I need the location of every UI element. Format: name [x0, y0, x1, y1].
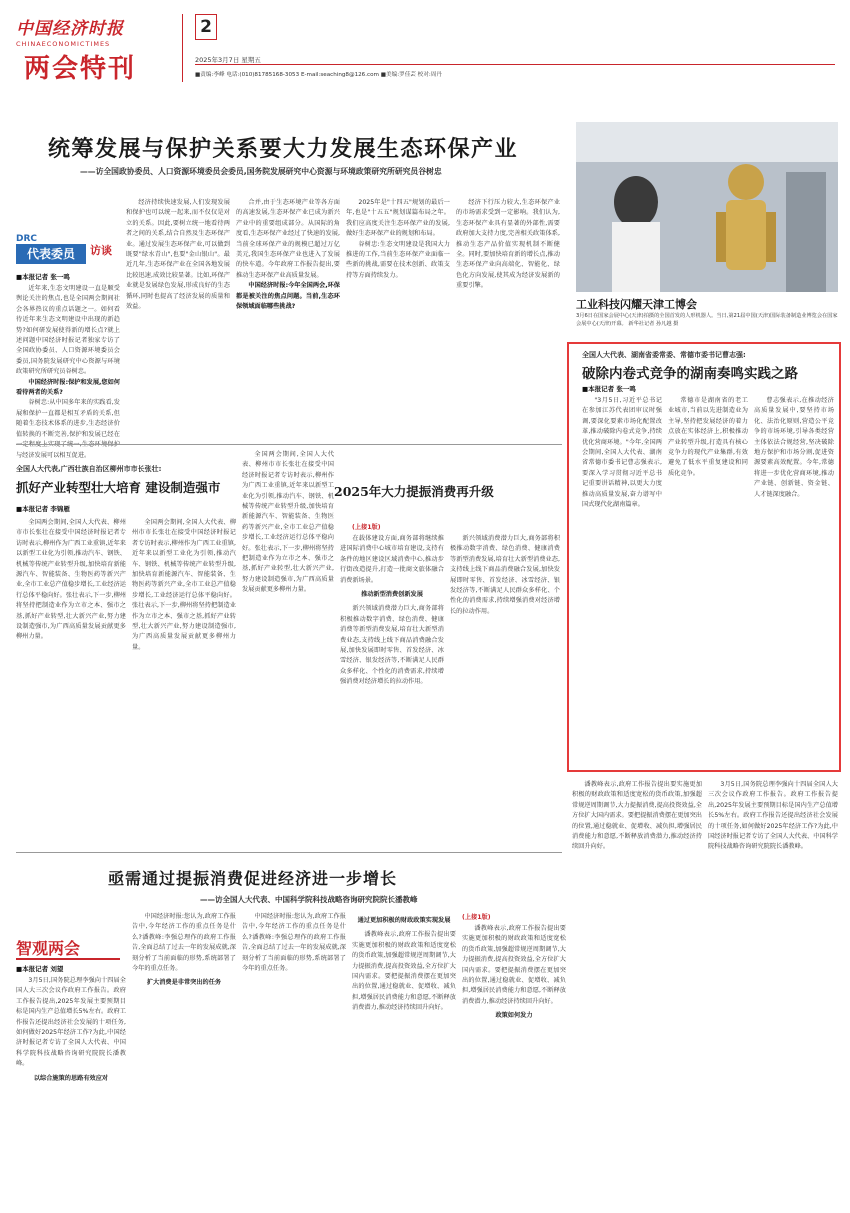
story5-text-7: 3月5日,国务院总理李强向十四届全国人大三次会议作政府工作报告。政府工作报告提出,2025年发展主要预期目标是国内生产总值增长5%左右。政府工作报告还提出经济社会发展的十项任务,如何做好2025年经济工作?为此,中国经济时报记者专访了全国人大代表、中国科学院科技战略咨询研究院院长潘教峰。: [708, 781, 838, 851]
story1-column-1: [16, 284, 120, 459]
story1-answer-1: 谷树忠:从中国多年来的实践看,发展和保护一直都是相互矛盾的关系,但随着生态技术体系的进步,生态经济价值转换的不断完善,保护和发展已经在 与经济发展可以相互促进。: [16, 399, 120, 459]
photo-title: 工业科技闪耀天津工博会: [576, 298, 697, 311]
story2-text-b: 常德市是湖南省的老工业城市,当前以先进制造业为主导,坚持把发展经济的着力点放在实体经济上,积极推动产业转型升级,打造具有核心竞争力的现代产业集群,有效避免了低水平重复建设和同质化竞争。: [668, 397, 748, 477]
story1-col2-text: 经济持续快速发展,人们发现发展和保护也可以统一起来,而不仅仅是对立的关系。因此,要树立统一地看待两者之间的关系,结合自然及生态环保产业。通过发展生态环保产业,可以做到既要"绿水青山",也要"金山银山"。最近几年,生态环保产业在全国各地发展比较迅速,成效比较显著。比如,环保产业就是发展绿色发展,形成良好的生态循环,同时也提高了经济发展的质量和效益。: [126, 199, 230, 311]
story5-text-5: 潘教峰表示,政府工作报告提出要实施更加积极的财政政策和适度宽松的货币政策,加强超常规逆周期调节,大力提振消费,提高投资效益,全方位扩大国内需求。要把提振消费摆在更加突出的位置,通过稳就业、促增收、减负担,增强居民消费能力和意愿,不断释放消费潜力,推动经济持续回升向好。: [462, 925, 566, 1005]
badge-org: DRC: [16, 234, 38, 244]
story5-subhead-1: 以综合施策的思路有效应对: [33, 1074, 109, 1082]
story1-col3-text: 合并,由于生态环境产业等各方面的高速发展,生态环保产业已成为新兴产业中的重要组成部分。从国际的角度看,生态环保产业经过了快速的发展,当前全球环保产业的规模已超过万亿美元,我国生态环保产业也进入了发展的快车道。今年政府工作报告提出,要推动生态环保产业高质量发展。: [236, 199, 340, 279]
story4-part-label: (上接1版): [352, 524, 381, 531]
story5-subhead-4: 政策如何发力: [495, 1012, 533, 1020]
story1-answer-2: 谷树忠:生态文明建设是我国大力推进的工作,当前生态环保产业面临一些新的挑战,需要在技术创新、政策支持等方面持续发力。: [346, 240, 450, 279]
logo-english: CHINAECONOMICTIMES: [16, 40, 111, 48]
story5-column-7: [708, 780, 838, 1208]
story2-column-1: [582, 396, 662, 766]
story1-column-3: [236, 198, 340, 434]
story3-headline: 抓好产业转型壮大培育 建设制造强市: [16, 480, 221, 495]
story5-column-3: [242, 912, 346, 1208]
editors-line: ■责编:李峰 电话:(010)81785168-3053 E-mail:seaching8@126.com ■美编:罗佳芸 校对:周丹: [195, 72, 442, 78]
story1-column-5: [456, 198, 560, 434]
story5-text-2: 中国经济时报:您认为,政府工作报告中,今年经济工作的重点任务是什么?潘教峰:李强总理作的政府工作报告,全面总结了过去一年的发展成就,深刻分析了当前面临的形势,系统部署了今年的重点任务。: [132, 913, 236, 973]
story5-column-2: [132, 912, 236, 1208]
story3-byline: ■本报记者 李锦雁: [16, 505, 70, 513]
story5-text-3: 中国经济时报:您认为,政府工作报告中,今年经济工作的重点任务是什么?潘教峰:李强总理作的政府工作报告,全面总结了过去一年的发展成就,深刻分析了当前面临的形势,系统部署了今年的重点任务。: [242, 913, 346, 973]
story2-column-2: [668, 396, 748, 766]
story1-question-2: 中国经济时报:今年全国两会,环保都是被关注的焦点问题。当前,生态环保领域面临哪些挑战?: [236, 282, 340, 311]
story5-column-4: [352, 912, 456, 1208]
issue-meta: 2025年3月7日 星期五: [195, 56, 261, 64]
story1-col4-text: 2025年是"十四五"规划的最后一年,也是"十五五"规划谋篇布局之年。我们应高度关注生态环保产业的发展,做好生态环保产业的规划和布局。: [346, 199, 450, 238]
story4-headline: 2025年大力提振消费再升级: [334, 484, 494, 499]
story3-text-cont-2: 全国两会期间,全国人大代表、柳州市市长张壮在接受中国经济时报记者专访时表示,柳州作为广西工业重镇,近年来以新型工业化为引领,推动汽车、钢铁、机械等传统产业转型升级,加快培育新能源汽车、智能装备、生物医药等新兴产业,全市工业总产值稳步增长,工业经济运行总体平稳向好。张壮表示,下一步,柳州将坚持把制造业作为立市之本、强市之基,抓好产业转型,壮大新兴产业,努力建设制造强市,为广西高质量发展贡献更多柳州力量。: [242, 451, 334, 594]
story3-column-2: [132, 518, 236, 848]
story2-text-c: 曹志强表示,在推动经济高质量发展中,要坚持市场化、法治化原则,营造公平竞争的市场环境,引导各类经营主体依法合规经营,坚决破除地方保护和市场分割,促进资源要素高效配置。今年,常德将进一步优化营商环境,推动产业链、创新链、资金链、人才链深度融合。: [754, 397, 834, 498]
story3-text: 全国两会期间,全国人大代表、柳州市市长张壮在接受中国经济时报记者专访时表示,柳州作为广西工业重镇,近年来以新型工业化为引领,推动汽车、钢铁、机械等传统产业转型升级,加快培育新能源汽车、智能装备、生物医药等新兴产业,全市工业总产值稳步增长,工业经济运行总体平稳向好。张壮表示,下一步,柳州将坚持把制造业作为立市之本、强市之基,抓好产业转型,壮大新兴产业,努力建设制造强市,为广西高质量发展贡献更多柳州力量。: [16, 519, 126, 641]
masthead: [0, 0, 850, 92]
story2-column-3: [754, 396, 834, 766]
story5-intro: 3月5日,国务院总理李强向十四届全国人大三次会议作政府工作报告。政府工作报告提出,2025年发展主要预期目标是国内生产总值增长5%左右。政府工作报告还提出经济社会发展的十项任务,如何做好2025年经济工作?为此,中国经济时报记者专访了全国人大代表、中国科学院科技战略咨询研究院院长潘教峰。: [16, 977, 126, 1068]
story5-subhead-2: 扩大消费是非常突出的任务: [146, 979, 222, 987]
story5-headline: 亟需通过提振消费促进经济进一步增长: [108, 869, 398, 888]
story4-subhead: 推动新型消费创新发展: [361, 591, 423, 599]
story5-part-label: (上接1版): [462, 914, 491, 921]
story5-badge: 智观两会: [16, 936, 120, 960]
badge-title: 代表委员: [16, 244, 86, 264]
story2-text-a: "3月5日,习近平总书记在参加江苏代表团审议时强调,要深化要素市场化配置改革,推动破除内卷式竞争,持续优化营商环境。"今年,全国两会期间,全国人大代表、湖南省常德市委书记曹志强表示,要深入学习贯彻习近平总书记重要讲话精神,以更大力度推动高质量发展,奋力谱写中国式现代化湖南篇章。: [582, 397, 662, 509]
story1-column-2: [126, 198, 230, 434]
mid-divider: [16, 444, 562, 445]
badge-side: 访谈: [90, 244, 112, 257]
story4-text-3: 新兴领域消费潜力巨大,商务部将积极推动数字消费、绿色消费、健康消费等新型消费发展,培育壮大新型消费业态,支持线上线下商品消费融合发展,加快发展即时零售、首发经济、冰雪经济、银发经济等,不断满足人民群众多样化、个性化的消费需求,持续增强消费对经济增长的拉动作用。: [450, 535, 560, 615]
story2-byline: ■本报记者 张一鸣: [582, 385, 636, 393]
story5-subhead-3: 通过更加积极的财政政策实现发展: [357, 917, 451, 924]
story3-kicker: 全国人大代表,广西壮族自治区柳州市市长张壮:: [16, 465, 162, 473]
section-title: 两会特刊: [24, 54, 137, 84]
lower-divider: [16, 852, 562, 853]
story4-text-2: 新兴领域消费潜力巨大,商务部将积极推动数字消费、绿色消费、健康消费等新型消费发展,培育壮大新型消费业态,支持线上线下商品消费融合发展,加快发展即时零售、首发经济、冰雪经济、银发经济等,不断满足人民群众多样化、个性化的消费需求,持续增强消费对经济增长的拉动作用。: [340, 605, 444, 686]
news-photo: [576, 122, 838, 292]
story4-column-1: [340, 534, 444, 846]
story4-text: 在载体建设方面,商务部将继续推进国际消费中心城市培育建设,支持有条件的地区建设区域消费中心,推动步行街改造提升,打造一批商文旅体融合消费新场景。: [340, 535, 444, 584]
story1-col5-text: 经济下行压力较大,生态环保产业的市场需求受到一定影响。我们认为,生态环保产业具有显著的外部性,需要政府加大支持力度,完善相关政策体系,推动生态产品价值实现机制不断健全。同时,要加快培育新的增长点,推动生态环保产业向高端化、智能化、绿色化方向发展,使其成为经济发展新的重要引擎。: [456, 199, 560, 290]
photo-caption: 3月6日在国家会展中心(天津)拍摄的全国首发的人形机器人。当日,第21届中国(天津)国际装备制造业博览会在国家会展中心(天津)开幕。 新华社记者 孙凡越 摄: [576, 313, 838, 327]
story3-column-3: [242, 450, 334, 848]
logo-chinese: 中国经济时报: [16, 19, 124, 39]
story5-subhead: ——访全国人大代表、中国科学院科技战略咨询研究院院长潘教峰: [200, 895, 418, 904]
story5-byline: ■本报记者 刘望: [16, 965, 64, 973]
story1-column-4: [346, 198, 450, 434]
story2-kicker: 全国人大代表、湖南省委常委、常德市委书记曹志强:: [582, 351, 746, 359]
robot-scene-illustration: [576, 122, 838, 292]
story5-text-6: 潘教峰表示,政府工作报告提出要实施更加积极的财政政策和适度宽松的货币政策,加强超常规逆周期调节,大力提振消费,提高投资效益,全方位扩大国内需求。要把提振消费摆在更加突出的位置,通过稳就业、促增收、减负担,增强居民消费能力和意愿,不断释放消费潜力,推动经济持续回升向好。: [572, 781, 702, 851]
story1-intro: 近年来,生态文明建设一直是顺受舆论关注的焦点,也是全国两会期间社会各界热议的重点话题之一。如何看待近年来生态文明建设中出现的新趋势?如何研发展使得新的增长点?就上述问题中国经济时报记者独家专访了全国政协委员、人口资源环境委员会委员,国务院发展研究中心资源与环境政策研究所研究员谷树忠。: [16, 285, 120, 376]
page-number-box: 2: [195, 14, 217, 40]
newspaper-logo: [16, 14, 156, 48]
story2-headline: 破除内卷式竞争的湖南奏鸣实践之路: [582, 366, 798, 382]
story5-text-4: 潘教峰表示,政府工作报告提出要实施更加积极的财政政策和适度宽松的货币政策,加强超常规逆周期调节,大力提振消费,提高投资效益,全方位扩大国内需求。要把提振消费摆在更加突出的位置,通过稳就业、促增收、减负担,增强居民消费能力和意愿,不断释放消费潜力,推动经济持续回升向好。: [352, 931, 456, 1012]
story5-column-6: [572, 780, 702, 1208]
masthead-bottom-rule: [195, 64, 835, 65]
story5-column-1: [16, 976, 126, 1208]
story1-headline: 统筹发展与保护关系要大力发展生态环保产业: [48, 136, 519, 162]
masthead-divider: [182, 14, 183, 82]
story5-column-5: [462, 924, 566, 1208]
story3-text-cont: 全国两会期间,全国人大代表、柳州市市长张壮在接受中国经济时报记者专访时表示,柳州作为广西工业重镇,近年来以新型工业化为引领,推动汽车、钢铁、机械等传统产业转型升级,加快培育新能源汽车、智能装备、生物医药等新兴产业,全市工业总产值稳步增长,工业经济运行总体平稳向好。张壮表示,下一步,柳州将坚持把制造业作为立市之本、强市之基,抓好产业转型,壮大新兴产业,努力建设制造强市,为广西高质量发展贡献更多柳州力量。: [132, 519, 236, 651]
story3-column-1: [16, 518, 126, 848]
story1-question-1: 中国经济时报:保护和发展,您如何看待两者的关系?: [16, 378, 120, 397]
story1-subhead: ——访全国政协委员、人口资源环境委员会委员,国务院发展研究中心资源与环境政策研究所研究员谷树忠: [80, 167, 442, 176]
story4-column-2: [450, 534, 560, 846]
interview-badge: [16, 232, 121, 268]
story1-byline: ■本报记者 张一鸣: [16, 273, 70, 281]
